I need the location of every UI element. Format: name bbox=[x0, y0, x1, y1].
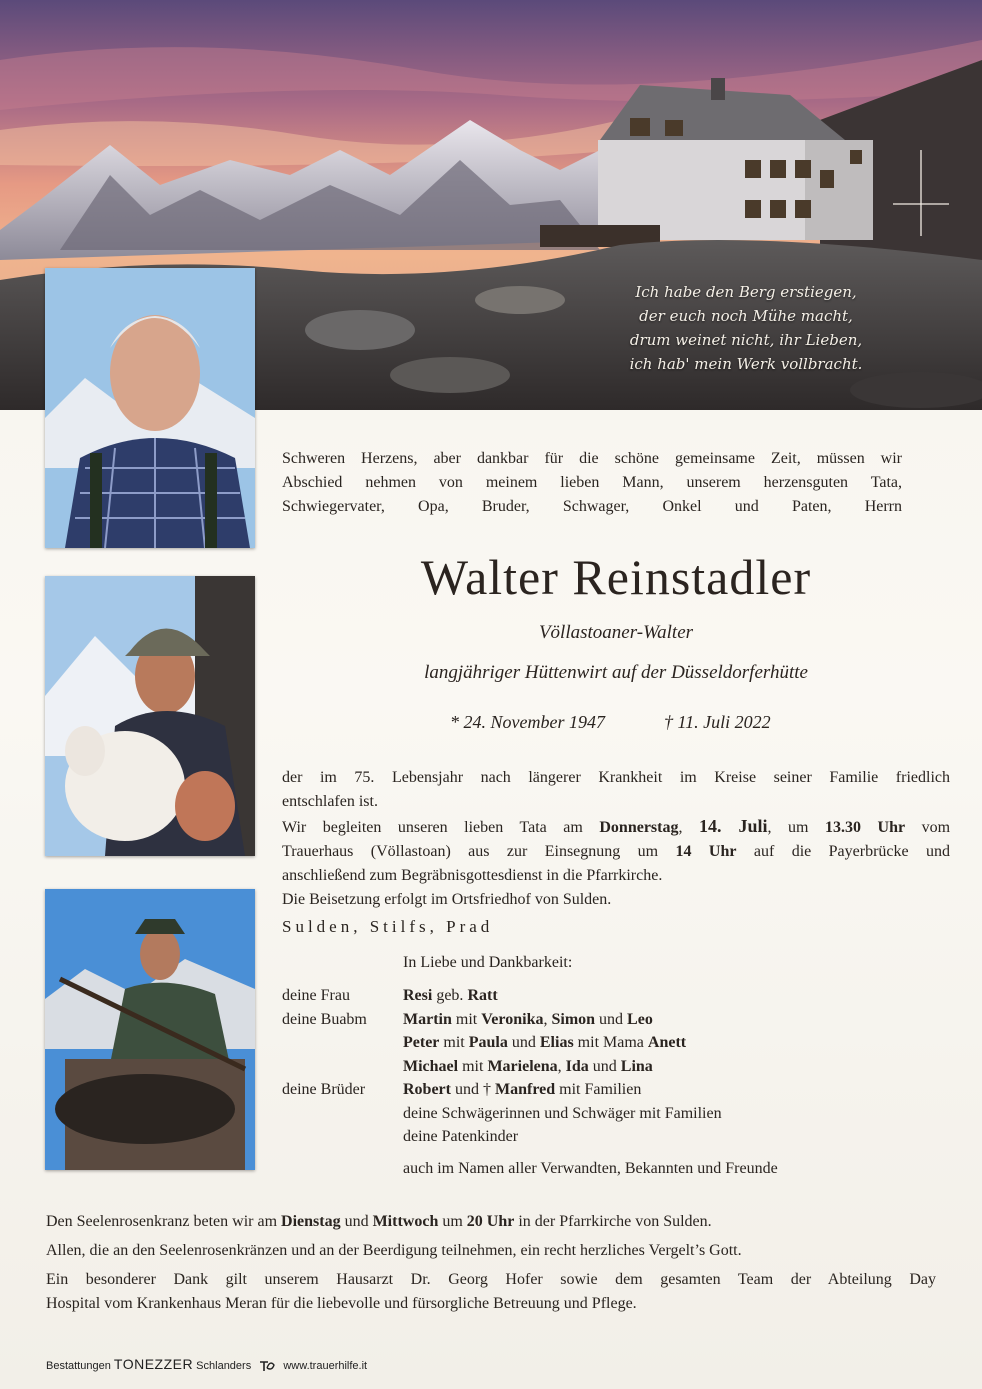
special-thanks-line: Ein besonderer Dank gilt unserem Hausarzt Dr. Georg Hofer sowie dem gesamten Team der Abteilung Day bbox=[46, 1271, 936, 1288]
funeral-details bbox=[282, 766, 950, 912]
family-connector: und bbox=[599, 1010, 624, 1028]
poem-line: drum weinet nicht, ihr Lieben, bbox=[629, 331, 863, 349]
family-row: deine Patenkinder bbox=[403, 1128, 519, 1145]
family-name: Marielena bbox=[487, 1057, 558, 1075]
gratitude-heading: In Liebe und Dankbarkeit: bbox=[403, 954, 573, 971]
intro-line: Schwiegervater, Opa, Bruder, Schwager, Onkel und Paten, Herrn bbox=[282, 498, 902, 515]
family-row: auch im Namen aller Verwandten, Bekannten und Freunde bbox=[403, 1159, 778, 1177]
family-connector: und † bbox=[454, 1081, 491, 1098]
special-thanks-line: Hospital vom Krankenhaus Meran für die liebevolle und fürsorgliche Betreuung und Pflege. bbox=[46, 1295, 637, 1312]
body-line bbox=[282, 814, 950, 840]
trauerhilfe-logo-icon bbox=[258, 1359, 276, 1373]
family-name: Ida bbox=[565, 1057, 589, 1075]
family-connector: und bbox=[511, 1034, 536, 1051]
birth-date: * 24. November 1947 bbox=[450, 712, 605, 732]
brand-prefix: Bestattungen bbox=[46, 1360, 111, 1372]
family-connector: , bbox=[557, 1057, 562, 1075]
special-thanks bbox=[46, 1268, 936, 1316]
rosary-day: Dienstag bbox=[281, 1213, 341, 1230]
body-line bbox=[282, 840, 950, 864]
poem-line: Ich habe den Berg erstiegen, bbox=[635, 283, 857, 301]
family-name: Simon bbox=[551, 1010, 596, 1028]
body-fragment: vom bbox=[921, 819, 951, 836]
family-connector: mit Familien bbox=[559, 1081, 642, 1098]
family-name: Leo bbox=[627, 1010, 653, 1028]
poem-line: ich hab' mein Werk vollbracht. bbox=[629, 355, 863, 373]
intro-text bbox=[282, 447, 902, 519]
rosary-notice bbox=[46, 1210, 936, 1234]
cross-icon bbox=[893, 150, 949, 236]
family-name: Michael bbox=[403, 1057, 459, 1075]
body-line: entschlafen ist. bbox=[282, 793, 378, 810]
body-line: der im 75. Lebensjahr nach längerer Krankheit im Kreise seiner Familie friedlich bbox=[282, 769, 950, 786]
family-row bbox=[403, 1031, 778, 1055]
footer-fragment: um bbox=[442, 1213, 463, 1230]
family-name: Ratt bbox=[467, 987, 498, 1004]
family-connector: mit bbox=[455, 1010, 478, 1028]
role-description: langjähriger Hüttenwirt auf der Düsseldorferhütte bbox=[424, 662, 808, 683]
family-row bbox=[403, 984, 778, 1008]
blessing-time: 14 Uhr bbox=[675, 843, 737, 860]
intro-line: Abschied nehmen von meinem lieben Mann, unserem herzensguten Tata, bbox=[282, 474, 902, 491]
body-line: Die Beisetzung erfolgt im Ortsfriedhof von Sulden. bbox=[282, 891, 612, 908]
family-connector: mit bbox=[462, 1057, 484, 1075]
brand-town: Schlanders bbox=[196, 1360, 252, 1372]
intro-line: Schweren Herzens, aber dankbar für die schöne gemeinsame Zeit, müssen wir bbox=[282, 450, 902, 467]
family-members bbox=[403, 984, 778, 1180]
family-connector: und bbox=[592, 1057, 617, 1075]
rosary-day: Mittwoch bbox=[372, 1213, 439, 1230]
family-connector: , bbox=[543, 1010, 548, 1028]
poem-verse bbox=[600, 280, 892, 376]
family-row bbox=[403, 1008, 778, 1032]
family-connector: geb. bbox=[436, 987, 464, 1004]
body-fragment: Trauerhaus (Völlastoan) aus zur Einsegnung um bbox=[282, 843, 659, 860]
funeral-time: 13.30 Uhr bbox=[825, 819, 906, 836]
family-labels bbox=[282, 984, 367, 1102]
family-name: Resi bbox=[403, 987, 433, 1004]
family-name: Martin bbox=[403, 1010, 452, 1028]
family-name: Elias bbox=[539, 1034, 574, 1051]
family-connector: mit Mama bbox=[577, 1034, 644, 1051]
body-fragment: Wir begleiten unseren lieben Tata am bbox=[282, 819, 583, 836]
photo-with-chamois bbox=[45, 889, 255, 1170]
footer-fragment: Den Seelenrosenkranz beten wir am bbox=[46, 1213, 278, 1230]
family-row bbox=[403, 1078, 778, 1102]
deceased-name: Walter Reinstadler bbox=[420, 549, 812, 605]
family-row bbox=[403, 1055, 778, 1079]
footer-fragment: in der Pfarrkirche von Sulden. bbox=[518, 1213, 712, 1230]
poem-line: der euch noch Mühe macht, bbox=[639, 307, 853, 325]
funeral-date: 14. Juli bbox=[698, 816, 768, 836]
body-fragment: , um bbox=[767, 819, 809, 836]
family-name: Veronika bbox=[481, 1010, 544, 1028]
family-connector: mit bbox=[443, 1034, 465, 1051]
photo-with-lamb bbox=[45, 576, 255, 856]
funeral-home-brand bbox=[46, 1356, 367, 1373]
family-name: Peter bbox=[403, 1034, 440, 1051]
family-label-brueder: deine Brüder bbox=[282, 1081, 366, 1098]
family-name: Manfred bbox=[494, 1081, 556, 1098]
family-label-frau: deine Frau bbox=[282, 987, 350, 1004]
family-name: Anett bbox=[647, 1034, 687, 1051]
body-fragment: , bbox=[678, 819, 683, 836]
nickname: Völlastoaner-Walter bbox=[538, 622, 694, 643]
death-date: † 11. Juli 2022 bbox=[664, 712, 771, 732]
family-name: Lina bbox=[620, 1057, 653, 1075]
footer-fragment: und bbox=[344, 1213, 369, 1230]
places: Sulden, Stilfs, Prad bbox=[282, 917, 494, 936]
family-row: deine Schwägerinnen und Schwäger mit Familien bbox=[403, 1104, 722, 1122]
family-name: Paula bbox=[468, 1034, 508, 1051]
family-label-buabm: deine Buabm bbox=[282, 1010, 367, 1028]
body-fragment: auf die Payerbrücke und bbox=[753, 843, 951, 860]
funeral-weekday: Donnerstag bbox=[599, 819, 679, 836]
brand-url[interactable]: www.trauerhilfe.it bbox=[283, 1360, 368, 1372]
rosary-time: 20 Uhr bbox=[466, 1213, 515, 1230]
body-line: anschließend zum Begräbnisgottesdienst in die Pfarrkirche. bbox=[282, 867, 663, 884]
portrait-photo bbox=[45, 268, 255, 548]
family-name: Robert bbox=[403, 1081, 451, 1098]
brand-name: TONEZZER bbox=[113, 1356, 194, 1372]
thanks-notice: Allen, die an den Seelenrosenkränzen und an der Beerdigung teilnehmen, ein recht herzliches Vergelt’s Gott. bbox=[46, 1242, 742, 1259]
